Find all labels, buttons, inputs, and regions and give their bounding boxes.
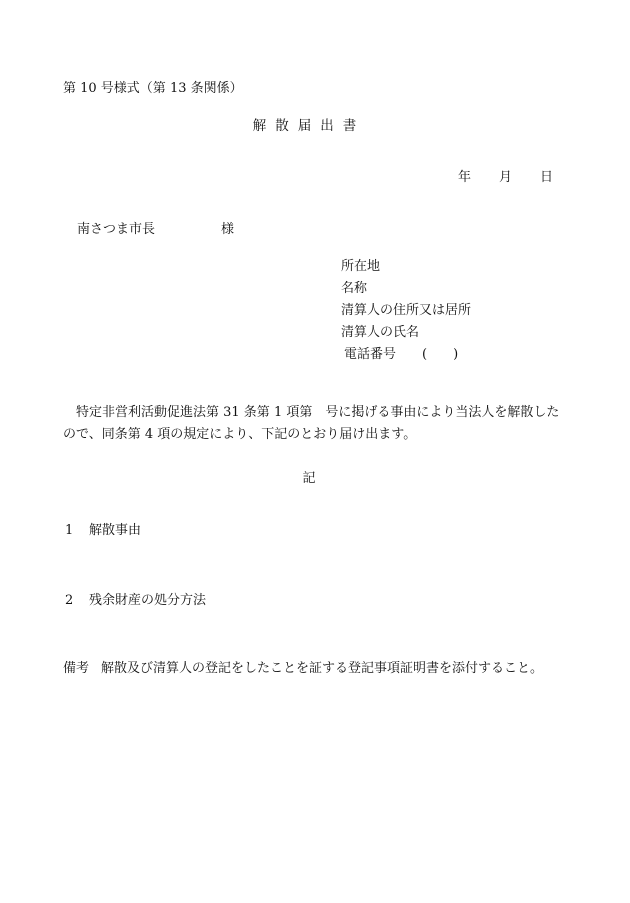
applicant-name-label: 名称	[341, 281, 368, 296]
remark-label: 備考	[63, 661, 90, 676]
item-number: 2	[65, 593, 74, 608]
ki-heading: 記	[302, 471, 316, 486]
list-item	[65, 594, 206, 607]
body-paragraph: 特定非営利活動促進法第 31 条第 1 項第 号に掲げる事由により当法人を解散したので、同条第 4 項の規定により、下記のとおり届け出ます。	[63, 405, 560, 442]
item-label: 残余財産の処分方法	[89, 593, 207, 608]
list-item	[65, 524, 141, 537]
liquidator-address-label: 清算人の住所又は居所	[341, 303, 472, 318]
addressee	[77, 223, 234, 236]
date-month: 月	[498, 170, 512, 185]
date-line	[458, 171, 553, 184]
phone-label: 電話番号	[344, 347, 397, 362]
addressee-name: 南さつま市長	[77, 222, 156, 237]
remark-line	[63, 662, 543, 675]
date-day: 日	[539, 170, 553, 185]
liquidator-name-label: 清算人の氏名	[341, 325, 420, 340]
item-label: 解散事由	[89, 523, 142, 538]
addressee-honorific: 様	[221, 222, 235, 237]
remark-text: 解散及び清算人の登記をしたことを証する登記事項証明書を添付すること。	[101, 661, 544, 676]
item-number: 1	[65, 523, 74, 538]
document-title: 解散届出書	[252, 118, 366, 134]
form-number-label: 第 10 号様式（第 13 条関係）	[63, 81, 243, 96]
applicant-address-label: 所在地	[341, 259, 381, 274]
phone-paren: ( )	[422, 347, 459, 362]
phone-line	[344, 348, 458, 361]
date-year: 年	[457, 170, 471, 185]
